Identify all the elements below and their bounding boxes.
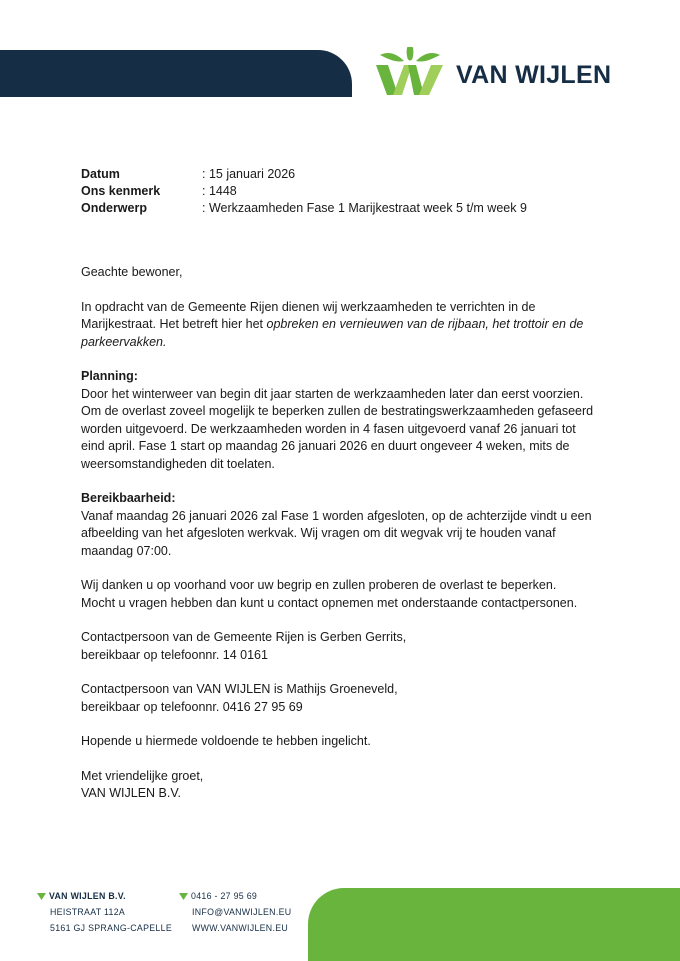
access-heading: Bereikbaarheid: — [81, 491, 176, 505]
footer-email[interactable]: INFO@VANWIJLEN.EU — [192, 907, 292, 917]
meta-value: : 15 januari 2026 — [202, 167, 296, 181]
closing-note: Hopende u hiermede voldoende te hebben ingelicht. — [81, 734, 371, 748]
contact-line: Contactpersoon van VAN WIJLEN is Mathijs Groeneveld, — [81, 682, 398, 696]
contact-company — [81, 681, 601, 716]
footer-phone: 0416 - 27 95 69 — [191, 891, 258, 901]
contact-line: Contactpersoon van de Gemeente Rijen is Gerben Gerrits, — [81, 630, 407, 644]
intro-text: In opdracht van de Gemeente Rijen dienen wij werkzaamheden te verrichten in de Marijkestraat. Het betreft hier het — [81, 299, 536, 331]
meta-value: : Werkzaamheden Fase 1 Marijkestraat week 5 t/m week 9 — [202, 201, 527, 215]
footer-contact — [179, 888, 291, 936]
meta-label: Datum — [81, 167, 120, 181]
footer-company: VAN WIJLEN B.V. — [49, 891, 126, 901]
planning-heading: Planning: — [81, 369, 138, 383]
logo-mark-icon — [374, 47, 446, 99]
leaf-icon — [179, 893, 188, 900]
meta-date-row — [81, 166, 527, 183]
letter-meta — [81, 166, 527, 217]
logo-wordmark: VAN WIJLEN — [456, 61, 612, 89]
planning-paragraph — [81, 368, 601, 473]
contact-municipality — [81, 629, 601, 664]
sign-off — [81, 768, 601, 803]
meta-label: Ons kenmerk — [81, 184, 161, 198]
meta-subject-row — [81, 200, 527, 217]
contact-line: bereikbaar op telefoonnr. 14 0161 — [81, 647, 268, 662]
letter-body — [81, 264, 601, 820]
meta-value: : 1448 — [202, 184, 237, 198]
meta-reference-row — [81, 183, 527, 200]
salutation: Geachte bewoner, — [81, 265, 183, 279]
footer-city: 5161 GJ SPRANG-CAPELLE — [50, 923, 172, 933]
access-text: Vanaf maandag 26 januari 2026 zal Fase 1 worden afgesloten, op de achterzijde vindt u een afbeelding van het afgesloten werkvak. Wij vragen om dit wegvak vrij te houden vanaf maandag 07:00. — [81, 508, 592, 558]
access-paragraph — [81, 490, 601, 560]
footer-address — [37, 888, 172, 936]
signature: VAN WIJLEN B.V. — [81, 786, 182, 800]
thanks-line: Mocht u vragen hebben dan kunt u contact opnemen met onderstaande contactpersonen. — [81, 595, 578, 610]
greeting: Met vriendelijke groet, — [81, 768, 204, 783]
footer-street: HEISTRAAT 112A — [50, 907, 126, 917]
leaf-icon — [37, 893, 46, 900]
contact-line: bereikbaar op telefoonnr. 0416 27 95 69 — [81, 699, 303, 714]
header-band — [0, 50, 352, 97]
company-logo — [374, 47, 634, 99]
thanks-line: Wij danken u op voorhand voor uw begrip en zullen proberen de overlast te beperken. — [81, 578, 557, 592]
intro-italic-text: opbreken en vernieuwen van de rijbaan, het trottoir en de parkeervakken. — [81, 317, 584, 349]
planning-text: Door het winterweer van begin dit jaar starten de werkzaamheden later dan eerst voorzien. Om de overlast zoveel mogelijk te beperken zullen de bestratingswerkzaamheden gefaseerd worden uitgevoerd. De werkzaamheden worden in 4 fasen uitgevoerd vanaf 26 januari tot eind april. Fase 1 start op maandag 26 januari 2026 en duurt ongeveer 4 weken, mits de weersomstandigheden dit toelaten. — [81, 386, 594, 471]
footer-band — [308, 888, 680, 961]
thanks-paragraph — [81, 577, 601, 612]
meta-label: Onderwerp — [81, 201, 147, 215]
intro-paragraph — [81, 299, 601, 352]
footer-website[interactable]: WWW.VANWIJLEN.EU — [192, 923, 289, 933]
